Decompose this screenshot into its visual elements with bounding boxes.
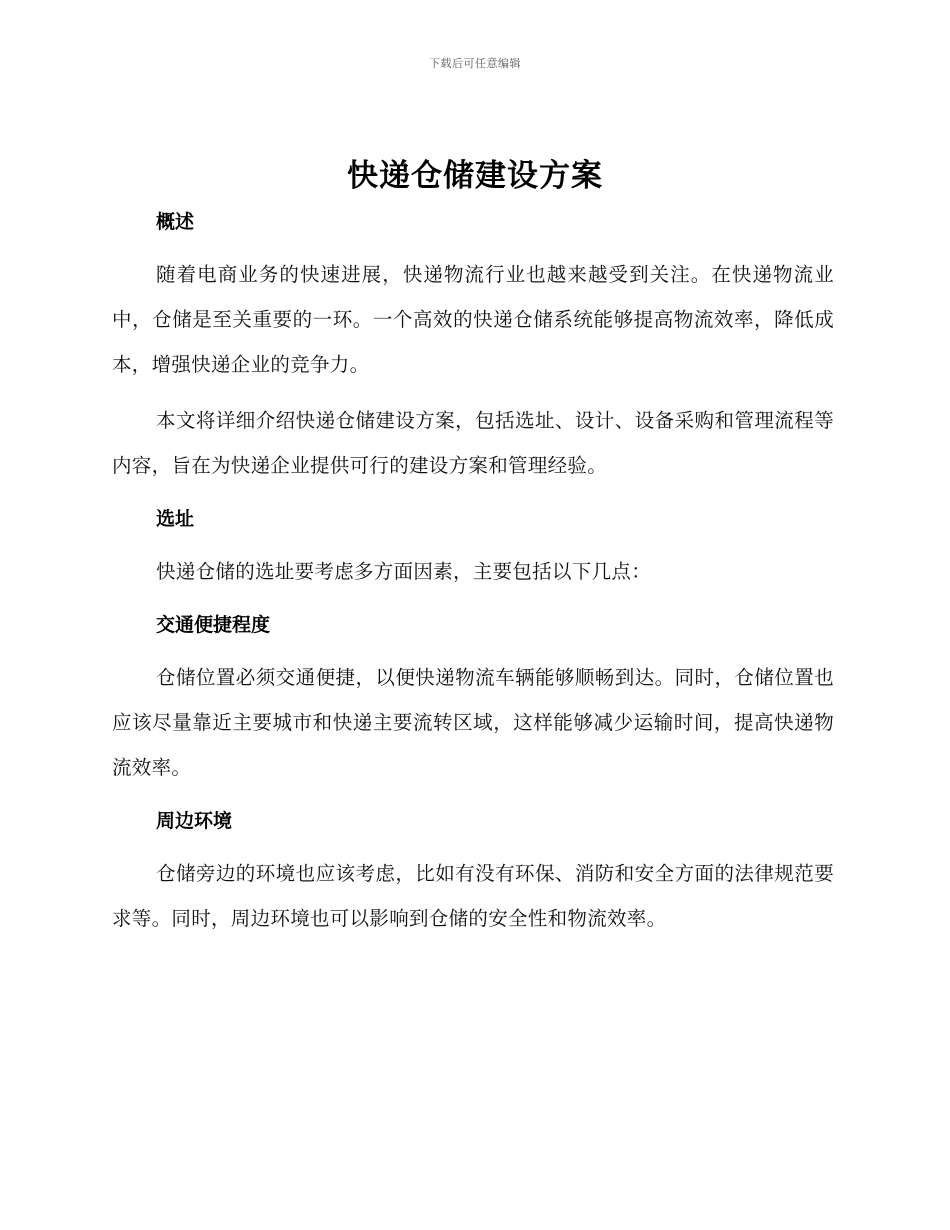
document-title: 快递仓储建设方案 [347,158,603,194]
section-heading: 选址 [156,508,195,530]
header-note: 下载后可任意编辑 [429,57,521,70]
section-site-selection [112,499,834,594]
section-heading: 交通便捷程度 [156,614,271,636]
section-surrounding-environment [112,801,834,941]
section-heading: 周边环境 [156,810,233,832]
paragraph: 快递仓储的选址要考虑多方面因素，主要包括以下几点： [156,560,652,583]
paragraph: 随着电商业务的快速进展，快递物流行业也越来越受到关注。在快递物流业中，仓储是至关重要的一环。一个高效的快递仓储系统能够提高物流效率，降低成本，增强快递企业的竞争力。 [112,263,834,376]
paragraph: 本文将详细介绍快递仓储建设方案，包括选址、设计、设备采购和管理流程等内容，旨在为快递企业提供可行的建设方案和管理经验。 [112,409,834,477]
section-transport-convenience [112,605,834,790]
section-overview [112,202,834,488]
paragraph: 仓储旁边的环境也应该考虑，比如有没有环保、消防和安全方面的法律规范要求等。同时，周边环境也可以影响到仓储的安全性和物流效率。 [112,862,834,930]
paragraph: 仓储位置必须交通便捷，以便快递物流车辆能够顺畅到达。同时，仓储位置也应该尽量靠近主要城市和快递主要流转区域，这样能够减少运输时间，提高快递物流效率。 [112,666,834,779]
document-body [112,202,834,952]
section-heading: 概述 [156,211,195,233]
